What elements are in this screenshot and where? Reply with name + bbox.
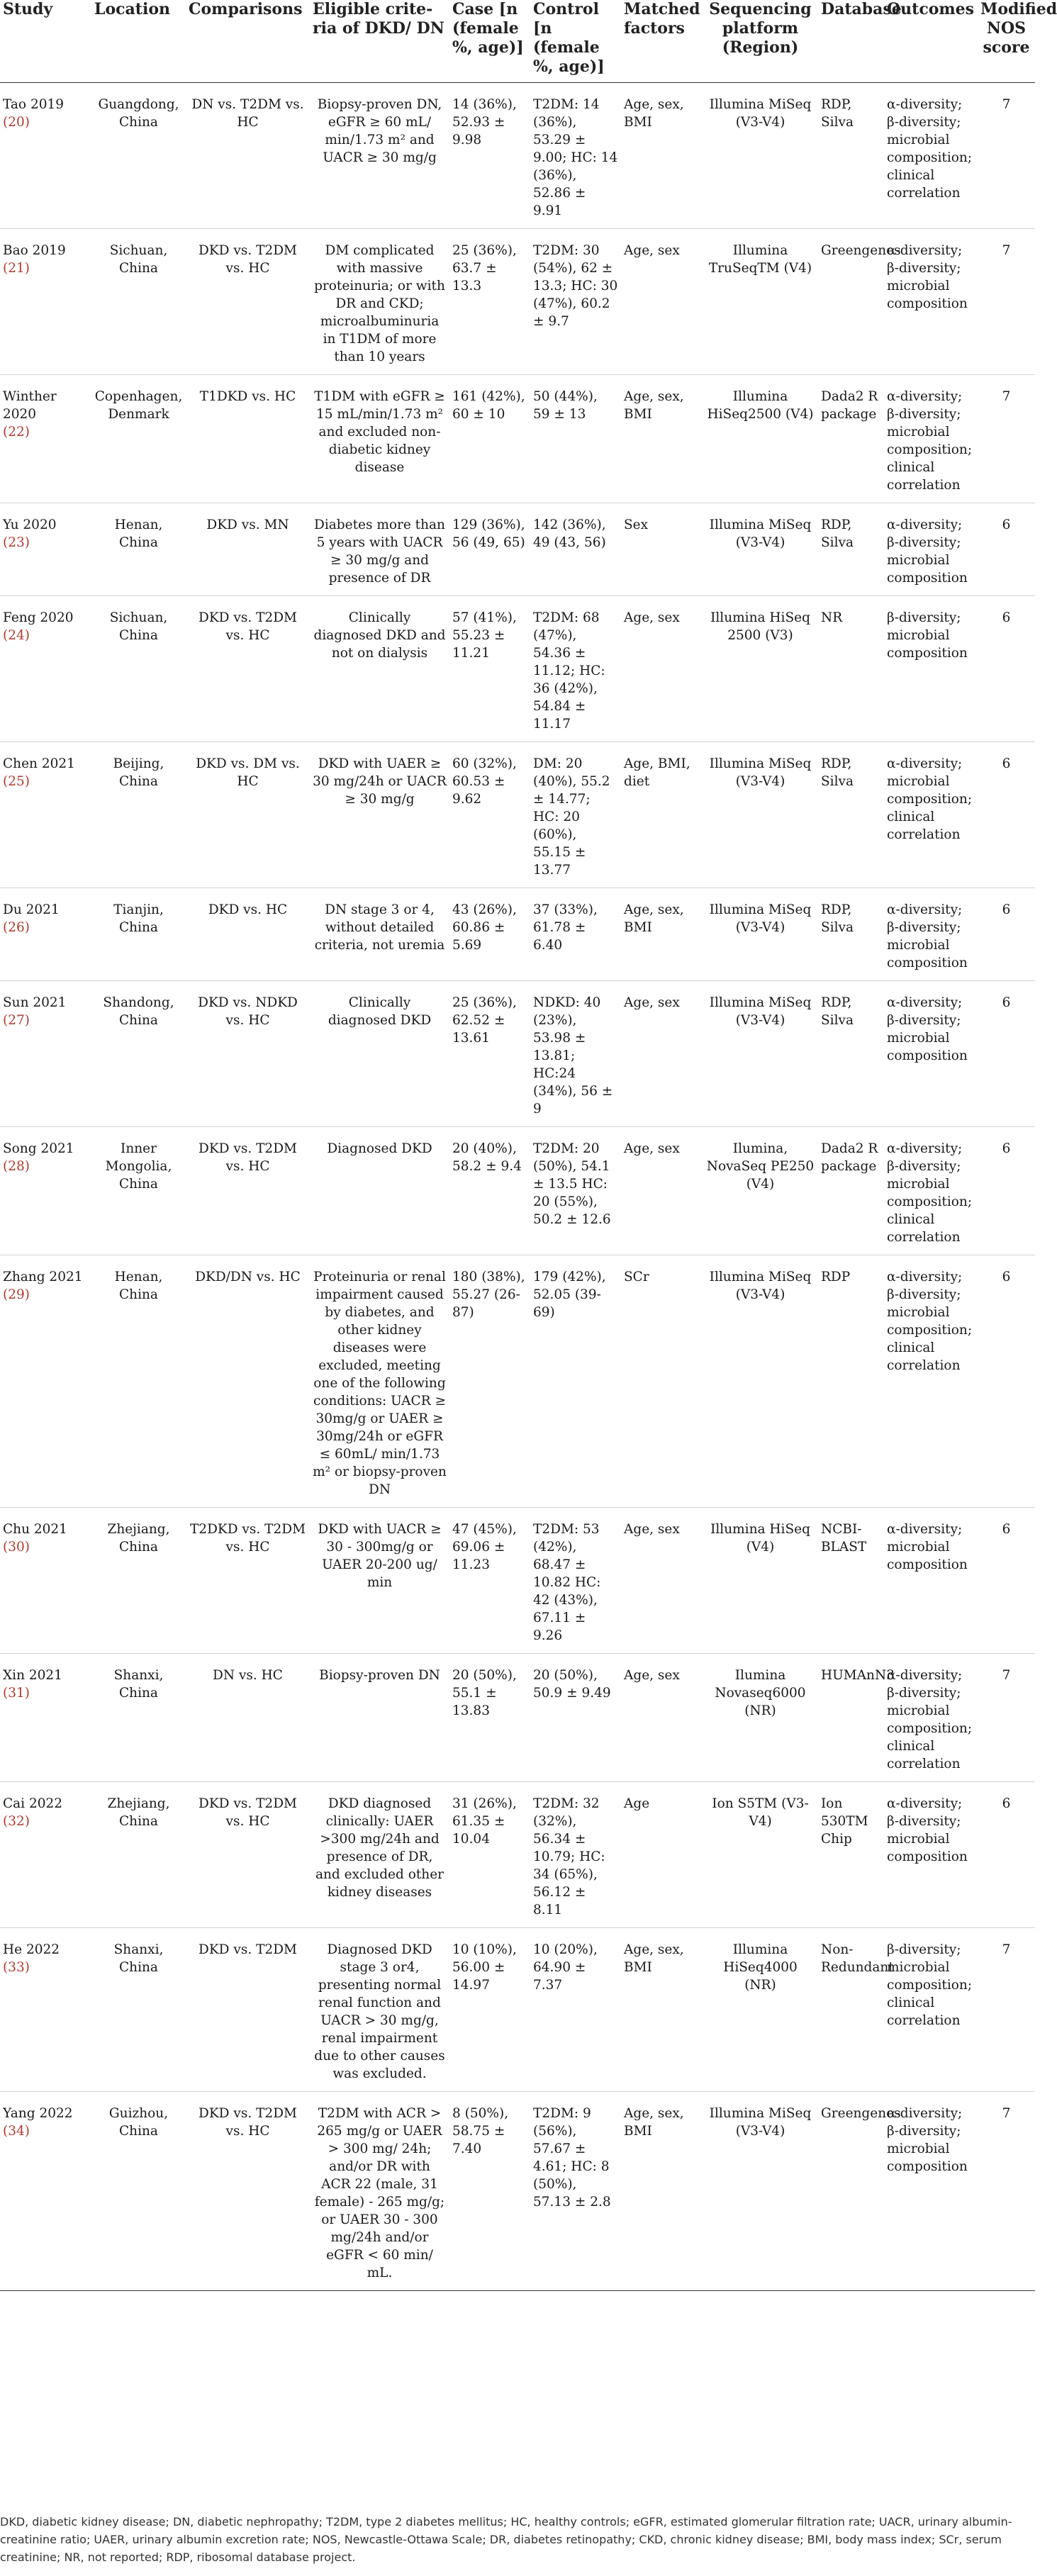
cell-platform: Ilumina, NovaSeq PE250 (V4) [706,1141,815,1192]
reference-link[interactable]: (32) [3,1814,30,1829]
reference-link[interactable]: (30) [3,1540,30,1555]
cell-comparisons: DN vs. HC [213,1668,283,1683]
header-case: Case [n (female %, age)] [452,0,524,57]
cell-database: Ion 530TM Chip [821,1796,868,1847]
cell-study [0,888,91,981]
cell-database: HUMAnN3 [821,1668,895,1683]
header-nos: Modified NOS score [980,0,1057,57]
study-name: Xin 2021 [3,1668,62,1683]
table-row [0,503,1035,596]
cell-matched: Age, sex [624,243,680,258]
cell-matched: Age, BMI, diet [624,756,690,789]
cell-criteria: Diagnosed DKD stage 3 or4, presenting normal renal function and UACR > 30 mg/g, renal impairment due to other causes was excluded. [314,1942,445,2081]
reference-link[interactable]: (23) [3,535,30,550]
cell-database: RDP, Silva [821,902,854,935]
cell-comparisons: DKD vs. MN [206,517,289,532]
study-name: Zhang 2021 [3,1270,83,1284]
header-database: Database [821,0,902,18]
cell-nos: 6 [1002,1522,1011,1537]
cell-comparisons: DKD vs. T2DM vs. HC [198,243,297,276]
cell-database: Dada2 R package [821,1141,878,1174]
cell-comparisons: DN vs. T2DM vs. HC [191,97,304,130]
table-row [0,1255,1035,1508]
cell-outcomes: α-diversity; β-diversity; microbial composition [887,995,968,1063]
cell-matched: Age, sex [624,1522,680,1537]
header-criteria: Eligible crite-ria of DKD/ DN [313,0,444,38]
cell-location: Sichuan, China [109,243,168,276]
cell-outcomes: α-diversity; β-diversity; microbial composition; clinical correlation [887,1141,973,1245]
cell-criteria: DKD diagnosed clinically: UAER >300 mg/24h and presence of DR, and excluded other kidney diseases [315,1796,444,1900]
cell-criteria: T2DM with ACR > 265 mg/g or UAER > 300 mg/ 24h; and/or DR with ACR 22 (male, 31 female) - 265 mg/g; or UAER 30 - 300 mg/24h and/or eGFR < 60 min/ mL. [314,2106,445,2280]
study-name: Cai 2022 [3,1796,63,1811]
cell-nos: 7 [1002,2106,1011,2121]
table-header [0,0,1057,83]
table-row [0,375,1035,503]
cell-criteria: Proteinuria or renal impairment caused by diabetes, and other kidney diseases were excluded, meeting one of the following conditions: UACR ≥ 30mg/g or UAER ≥ 30mg/24h or eGFR ≤ 60mL/ min/1.73 m² or biopsy-proven DN [313,1270,447,1497]
cell-matched: Age, sex [624,1668,680,1683]
cell-nos: 7 [1002,243,1011,258]
cell-case: 161 (42%), 60 ± 10 [452,389,525,422]
cell-nos: 6 [1002,995,1011,1010]
cell-location: Shandong, China [103,995,174,1028]
cell-study [0,981,91,1127]
cell-control: 10 (20%), 64.90 ± 7.37 [533,1942,598,1993]
cell-database: RDP, Silva [821,756,854,789]
cell-study [0,1127,91,1255]
cell-platform: Illumina HiSeq (V4) [710,1522,810,1555]
cell-outcomes: α-diversity; β-diversity; microbial composition; clinical correlation [887,1270,973,1373]
cell-study [0,1782,91,1928]
cell-study [0,1928,91,2092]
cell-comparisons: DKD vs. T2DM vs. HC [198,610,297,643]
cell-control: 37 (33%), 61.78 ± 6.40 [533,902,598,953]
reference-link[interactable]: (24) [3,628,30,643]
cell-location: Copenhagen, Denmark [94,389,183,422]
cell-comparisons: DKD vs. T2DM [198,1942,297,1957]
cell-platform: Illumina MiSeq (V3-V4) [709,756,812,789]
cell-matched: Age, sex, BMI [624,97,684,130]
cell-case: 25 (36%), 63.7 ± 13.3 [452,243,517,293]
cell-comparisons: DKD vs. HC [208,902,288,917]
cell-case: 10 (10%), 56.00 ± 14.97 [452,1942,517,1993]
cell-study [0,1255,91,1508]
cell-platform: Illumina MiSeq (V3-V4) [709,2106,812,2139]
reference-link[interactable]: (21) [3,261,30,276]
study-name: Chu 2021 [3,1522,67,1537]
cell-matched: Age, sex [624,995,680,1010]
cell-study [0,1654,91,1782]
study-name: Winther 2020 [3,389,57,422]
table-row [0,981,1035,1127]
cell-criteria: T1DM with eGFR ≥ 15 mL/min/1.73 m² and excluded non-diabetic kidney disease [314,389,445,475]
study-name: He 2022 [3,1942,60,1957]
cell-location: Beijing, China [113,756,164,789]
cell-case: 57 (41%), 55.23 ± 11.21 [452,610,517,661]
header-outcomes: Outcomes [887,0,975,18]
cell-nos: 6 [1002,756,1011,771]
cell-nos: 7 [1002,1668,1011,1683]
cell-matched: Sex [624,517,649,532]
cell-study [0,229,91,375]
cell-criteria: DKD with UAER ≥ 30 mg/24h or UACR ≥ 30 mg/g [313,756,447,807]
cell-location: Henan, China [114,517,163,550]
cell-case: 14 (36%), 52.93 ± 9.98 [452,97,517,147]
study-name: Bao 2019 [3,243,66,258]
cell-matched: Age, sex, BMI [624,2106,684,2139]
cell-case: 43 (26%), 60.86 ± 5.69 [452,902,517,953]
cell-outcomes: β-diversity; microbial composition [887,610,968,661]
cell-platform: Illumina MiSeq (V3-V4) [709,97,812,130]
cell-control: 179 (42%), 52.05 (39-69) [533,1270,606,1320]
cell-outcomes: α-diversity; β-diversity; microbial composition [887,1796,968,1864]
reference-link[interactable]: (26) [3,920,30,935]
cell-database: RDP, Silva [821,517,854,550]
table-row [0,1127,1035,1255]
cell-platform: Illumina MiSeq (V3-V4) [709,517,812,550]
cell-database: RDP [821,1270,851,1284]
cell-outcomes: β-diversity; microbial composition; clinical correlation [887,1942,973,2028]
cell-database: RDP, Silva [821,995,854,1028]
cell-comparisons: DKD vs. T2DM vs. HC [198,1141,297,1174]
cell-outcomes: α-diversity; microbial composition [887,1522,968,1572]
header-platform: Sequencing platform (Region) [709,0,812,57]
cell-outcomes: α-diversity; β-diversity; microbial composition; clinical correlation [887,1668,973,1771]
table-row [0,888,1035,981]
cell-case: 47 (45%), 69.06 ± 11.23 [452,1522,517,1572]
table-row [0,742,1035,888]
cell-criteria: Diagnosed DKD [327,1141,432,1156]
cell-database: Non-Redundant [821,1942,894,1975]
cell-outcomes: α-diversity; β-diversity; microbial composition [887,243,968,311]
cell-case: 60 (32%), 60.53 ± 9.62 [452,756,517,807]
study-name: Tao 2019 [3,97,65,112]
header-matched: Matched factors [624,0,700,38]
header-location: Location [94,0,170,18]
cell-comparisons: DKD vs. T2DM vs. HC [198,2106,297,2139]
cell-study [0,83,91,229]
reference-link[interactable]: (25) [3,774,30,789]
cell-platform: Illumina HiSeq 2500 (V3) [710,610,810,643]
cell-criteria: Diabetes more than 5 years with UACR ≥ 30 mg/g and presence of DR [314,517,445,586]
cell-criteria: DKD with UACR ≥ 30 - 300mg/g or UAER 20-200 ug/ min [318,1522,442,1590]
cell-control: T2DM: 9 (56%), 57.67 ± 4.61; HC: 8 (50%), 57.13 ± 2.8 [533,2106,611,2210]
study-name: Du 2021 [3,902,60,917]
cell-database: Greengenes [821,243,901,258]
cell-location: Sichuan, China [109,610,168,643]
cell-comparisons: T1DKD vs. HC [199,389,296,404]
cell-study [0,503,91,596]
cell-control: 142 (36%), 49 (43, 56) [533,517,606,550]
table-body [0,83,1035,2291]
cell-matched: Age, sex [624,1141,680,1156]
cell-database: NCBI-BLAST [821,1522,867,1555]
cell-criteria: Biopsy-proven DN, eGFR ≥ 60 mL/ min/1.73 m² and UACR ≥ 30 mg/g [317,97,442,165]
cell-outcomes: α-diversity; β-diversity; microbial composition; clinical correlation [887,389,973,493]
reference-link[interactable]: (20) [3,115,30,130]
cell-location: Tianjin, China [113,902,164,935]
cell-location: Inner Mongolia, China [105,1141,172,1192]
cell-control: 20 (50%), 50.9 ± 9.49 [533,1668,611,1701]
study-name: Chen 2021 [3,756,75,771]
cell-matched: Age, sex, BMI [624,389,684,422]
reference-link[interactable]: (29) [3,1287,30,1302]
cell-platform: Illumina MiSeq (V3-V4) [709,995,812,1028]
table-row [0,2092,1035,2291]
cell-criteria: DM complicated with massive proteinuria; or with DR and CKD; microalbuminuria in T1DM of more than 10 years [314,243,445,364]
cell-case: 25 (36%), 62.52 ± 13.61 [452,995,517,1046]
table-row [0,1928,1035,2092]
cell-case: 8 (50%), 58.75 ± 7.40 [452,2106,509,2156]
cell-outcomes: α-diversity; β-diversity; microbial composition [887,517,968,586]
cell-nos: 6 [1002,610,1011,625]
cell-database: Greengenes [821,2106,901,2121]
cell-nos: 6 [1002,517,1011,532]
cell-database: NR [821,610,843,625]
cell-case: 31 (26%), 61.35 ± 10.04 [452,1796,517,1847]
study-name: Yang 2022 [3,2106,73,2121]
cell-nos: 7 [1002,97,1011,112]
table-row [0,1654,1035,1782]
header-comparisons: Comparisons [189,0,303,18]
reference-link[interactable]: (33) [3,1960,30,1975]
cell-platform: Illumina TruSeqTM (V4) [708,243,812,276]
cell-platform: Ilumina Novaseq6000 (NR) [715,1668,806,1718]
cell-nos: 7 [1002,389,1011,404]
cell-comparisons: T2DKD vs. T2DM vs. HC [189,1522,306,1555]
header-control: Control [n (female %, age)] [533,0,605,76]
cell-matched: Age [624,1796,650,1811]
cell-location: Zhejiang, China [107,1522,170,1555]
table-row [0,1782,1035,1928]
cell-comparisons: DKD vs. DM vs. HC [196,756,300,789]
reference-link[interactable]: (27) [3,1013,30,1028]
cell-location: Guangdong, China [98,97,179,130]
cell-outcomes: α-diversity; β-diversity; microbial composition [887,2106,968,2174]
cell-nos: 6 [1002,902,1011,917]
study-name: Song 2021 [3,1141,74,1156]
cell-matched: Age, sex, BMI [624,1942,684,1975]
cell-nos: 6 [1002,1141,1011,1156]
cell-location: Shanxi, China [113,1668,164,1701]
cell-platform: Illumina HiSeq2500 (V4) [707,389,814,422]
table-row [0,1508,1035,1654]
cell-control: T2DM: 14 (36%), 53.29 ± 9.00; HC: 14 (36%), 52.86 ± 9.91 [533,97,618,218]
cell-nos: 6 [1002,1796,1011,1811]
cell-control: T2DM: 30 (54%), 62 ± 13.3; HC: 30 (47%), 60.2 ± 9.7 [533,243,618,329]
cell-study [0,742,91,888]
reference-link[interactable]: (34) [3,2124,30,2139]
cell-case: 20 (40%), 58.2 ± 9.4 [452,1141,522,1174]
cell-criteria: Biopsy-proven DN [319,1668,440,1683]
table-footnote: DKD, diabetic kidney disease; DN, diabetic nephropathy; T2DM, type 2 diabetes mellitus; HC, healthy controls; eGFR, estimated glomerular filtration rate; UACR, urinary albumin-creatinine ratio; UAER, urinary albumin excretion rate; NOS, Newcastle-Ottawa Scale; DR, diabetes retinopathy; CKD, chronic kidney disease; BMI, body mass index; SCr, serum creatinine; NR, not reported; RDP, ribosomal database project. [0,2515,1012,2564]
cell-nos: 6 [1002,1270,1011,1284]
cell-case: 129 (36%), 56 (49, 65) [452,517,525,550]
cell-matched: Age, sex [624,610,680,625]
study-name: Yu 2020 [3,517,57,532]
cell-control: T2DM: 68 (47%), 54.36 ± 11.12; HC: 36 (42%), 54.84 ± 11.17 [533,610,605,732]
cell-platform: Illumina MiSeq (V3-V4) [709,902,812,935]
cell-control: T2DM: 53 (42%), 68.47 ± 10.82 HC: 42 (43%), 67.11 ± 9.26 [533,1522,601,1643]
cell-matched: Age, sex, BMI [624,902,684,935]
cell-location: Guizhou, China [108,2106,169,2139]
cell-outcomes: α-diversity; microbial composition; clinical correlation [887,756,973,842]
cell-database: RDP, Silva [821,97,854,130]
cell-control: 50 (44%), 59 ± 13 [533,389,598,422]
cell-control: T2DM: 32 (32%), 56.34 ± 10.79; HC: 34 (65%), 56.12 ± 8.11 [533,1796,605,1917]
cell-location: Henan, China [114,1270,163,1302]
reference-link[interactable]: (22) [3,425,30,439]
cell-control: NDKD: 40 (23%), 53.98 ± 13.81; HC:24 (34%), 56 ± 9 [533,995,613,1116]
reference-link[interactable]: (31) [3,1686,30,1701]
cell-comparisons: DKD vs. T2DM vs. HC [198,1796,297,1829]
cell-criteria: DN stage 3 or 4, without detailed criteria, not uremia [314,902,445,953]
table-row [0,229,1035,375]
cell-outcomes: α-diversity; β-diversity; microbial composition [887,902,968,970]
cell-matched: SCr [624,1270,649,1284]
table-row [0,596,1035,742]
cell-criteria: Clinically diagnosed DKD and not on dialysis [313,610,446,661]
cell-platform: Illumina HiSeq4000 (NR) [723,1942,798,1993]
cell-comparisons: DKD/DN vs. HC [195,1270,301,1284]
study-name: Sun 2021 [3,995,67,1010]
cell-study [0,2092,91,2291]
cell-platform: Ion S5TM (V3-V4) [712,1796,809,1829]
cell-study [0,375,91,503]
cell-platform: Illumina MiSeq (V3-V4) [709,1270,812,1302]
header-study: Study [3,0,53,18]
cell-nos: 7 [1002,1942,1011,1957]
cell-outcomes: α-diversity; β-diversity; microbial composition; clinical correlation [887,97,973,201]
cell-case: 20 (50%), 55.1 ± 13.83 [452,1668,517,1718]
cell-location: Shanxi, China [113,1942,164,1975]
reference-link[interactable]: (28) [3,1159,30,1174]
cell-comparisons: DKD vs. NDKD vs. HC [198,995,298,1028]
cell-study [0,1508,91,1654]
cell-location: Zhejiang, China [107,1796,170,1829]
cell-criteria: Clinically diagnosed DKD [328,995,432,1028]
cell-case: 180 (38%), 55.27 (26-87) [452,1270,525,1320]
study-name: Feng 2020 [3,610,74,625]
cell-study [0,596,91,742]
table-row [0,83,1035,229]
cell-database: Dada2 R package [821,389,878,422]
cell-control: DM: 20 (40%), 55.2 ± 14.77; HC: 20 (60%), 55.15 ± 13.77 [533,756,610,878]
cell-control: T2DM: 20 (50%), 54.1 ± 13.5 HC: 20 (55%), 50.2 ± 12.6 [533,1141,611,1227]
